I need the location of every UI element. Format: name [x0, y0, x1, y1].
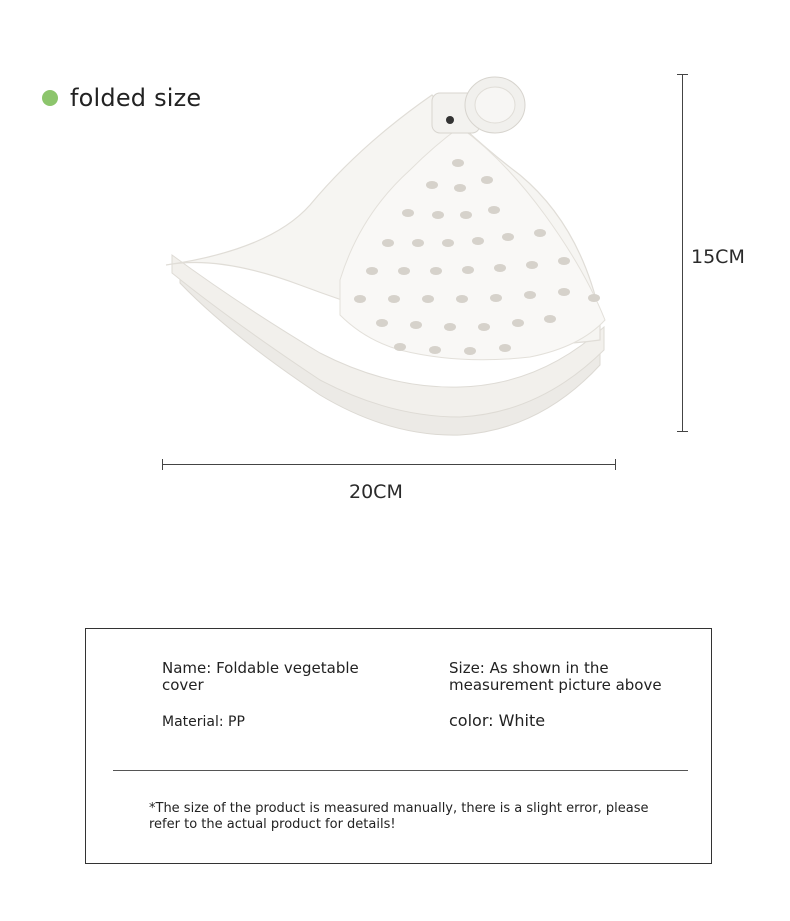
width-dimension-label: 20CM — [349, 481, 403, 503]
heading-label: folded size — [70, 84, 202, 112]
spec-divider — [113, 770, 688, 771]
width-dimension-line — [162, 464, 616, 465]
spec-name: Name: Foldable vegetable cover — [162, 659, 359, 694]
height-dimension-cap-top — [677, 74, 688, 75]
height-dimension-line — [682, 74, 683, 432]
spec-color: color: White — [449, 711, 546, 730]
width-dimension-cap-right — [615, 459, 616, 470]
bullet-dot-icon — [42, 90, 58, 106]
folded-colander-image — [160, 65, 620, 445]
spec-size: Size: As shown in the measurement picture above — [449, 659, 662, 694]
spec-material: Material: PP — [162, 714, 245, 730]
height-dimension-label: 15CM — [691, 246, 745, 268]
width-dimension-cap-left — [162, 459, 163, 470]
measurement-note: *The size of the product is measured manually, there is a slight error, please refer to the actual product for details! — [149, 801, 649, 832]
spec-box — [85, 628, 712, 864]
height-dimension-cap-bottom — [677, 431, 688, 432]
